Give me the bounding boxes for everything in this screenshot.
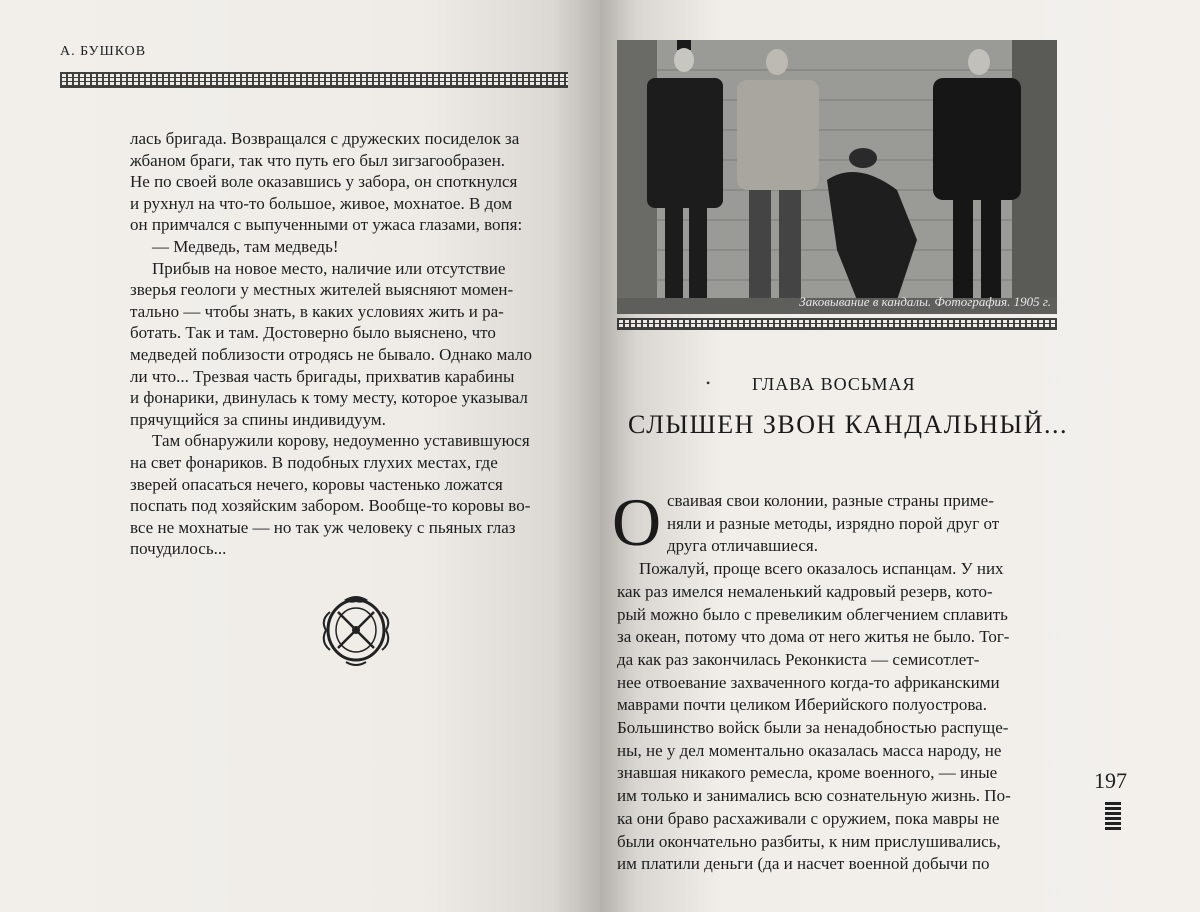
text-line: рый можно было с превеликим облегчением сплавить bbox=[617, 604, 1008, 624]
text-line: были окончательно разбиты, к ним прислушивались, bbox=[617, 831, 1001, 851]
chapter-bullet-icon: • bbox=[706, 376, 711, 390]
text-line: им только и занимались всю сознательную жизнь. По- bbox=[617, 786, 1011, 806]
page-number: 197 bbox=[1094, 768, 1127, 793]
text-line: — Медведь, там медведь! bbox=[152, 236, 339, 256]
text-line: нее отвоевание захваченного когда-то африканскими bbox=[617, 672, 1000, 692]
text-line: поспать под хозяйским забором. Вообще-то коровы во- bbox=[130, 496, 531, 516]
text-line: медведей поблизости отродясь не бывало. Однако мало bbox=[130, 344, 532, 364]
photo-image bbox=[617, 40, 1057, 314]
text-line: как раз имелся немаленький кадровый резерв, кото- bbox=[617, 581, 993, 601]
greek-key-border bbox=[60, 72, 568, 88]
text-line: почудилось... bbox=[130, 539, 227, 559]
left-page-text bbox=[130, 128, 570, 560]
text-line: ка они браво расхаживали с оружием, пока мавры не bbox=[617, 808, 1000, 828]
text-line: лась бригада. Возвращался с дружеских посиделок за bbox=[130, 129, 520, 148]
drop-cap: О bbox=[612, 484, 662, 560]
text-line: все не мохнатые — но так уж человеку с пьяных глаз bbox=[130, 517, 516, 537]
chapter-label: ГЛАВА ВОСЬМАЯ bbox=[752, 374, 916, 394]
greek-key-ornament-icon bbox=[1105, 800, 1121, 830]
text-line: и фонарики, двинулась к тому месту, которое указывал bbox=[130, 388, 528, 408]
text-line: и рухнул на что-то большое, живое, мохнатое. В дом bbox=[130, 193, 513, 213]
text-line: за океан, потому что дома от него житья не было. Тог- bbox=[617, 627, 1010, 647]
text-line: зверей опасаться нечего, коровы частенько ложатся bbox=[130, 474, 503, 494]
text-line: маврами почти целиком Иберийского полуострова. bbox=[617, 695, 987, 715]
text-line: друга отличавшиеся. bbox=[667, 536, 818, 556]
text-line: на свет фонариков. В подобных глухих местах, где bbox=[130, 452, 498, 472]
text-line: Большинство войск были за ненадобностью распуще- bbox=[617, 718, 1009, 738]
text-line: ны, не у дел моментально оказалась масса народу, не bbox=[617, 740, 1002, 760]
text-line: Не по своей воле оказавшись у забора, он споткнулся bbox=[130, 172, 518, 192]
photo-caption: Заковывание в кандалы. Фотография. 1905 г. bbox=[799, 294, 1051, 309]
text-line: Прибыв на новое место, наличие или отсутствие bbox=[152, 258, 506, 278]
text-line: тально — чтобы знать, в каких условиях жить и ра- bbox=[130, 301, 504, 321]
text-line: няли и разные методы, изрядно порой друг от bbox=[667, 513, 1000, 533]
text-line: зверья геологи у местных жителей выясняют момен- bbox=[130, 280, 514, 300]
text-line: знавшая никакого ремесла, кроме военного, — иные bbox=[617, 763, 998, 783]
crest-ornament-icon bbox=[316, 590, 396, 670]
text-line: да как раз закончилась Реконкиста — семисотлет- bbox=[617, 649, 980, 669]
text-line: Там обнаружили корову, недоуменно уставившуюся bbox=[152, 431, 530, 451]
text-line: ли что... Трезвая часть бригады, прихватив карабины bbox=[130, 366, 515, 386]
text-line: ботать. Так и там. Достоверно было выяснено, что bbox=[130, 323, 496, 343]
historical-photo bbox=[617, 40, 1057, 314]
text-line: жбаном браги, так что путь его был зигзагообразен. bbox=[130, 150, 506, 170]
greek-key-border bbox=[617, 318, 1057, 330]
text-line: прячущийся за спины индивидуум. bbox=[130, 409, 386, 429]
right-page-text bbox=[617, 490, 1059, 876]
text-line: он примчался с выпученными от ужаса глазами, вопя: bbox=[130, 215, 523, 235]
chapter-title: СЛЫШЕН ЗВОН КАНДАЛЬНЫЙ... bbox=[628, 410, 1069, 439]
text-line: сваивая свои колонии, разные страны приме- bbox=[667, 491, 994, 510]
text-line: Пожалуй, проще всего оказалось испанцам. У них bbox=[639, 559, 1004, 579]
running-head: А. БУШКОВ bbox=[60, 44, 147, 59]
text-line: им платили деньги (да и насчет военной добычи по bbox=[617, 854, 990, 874]
